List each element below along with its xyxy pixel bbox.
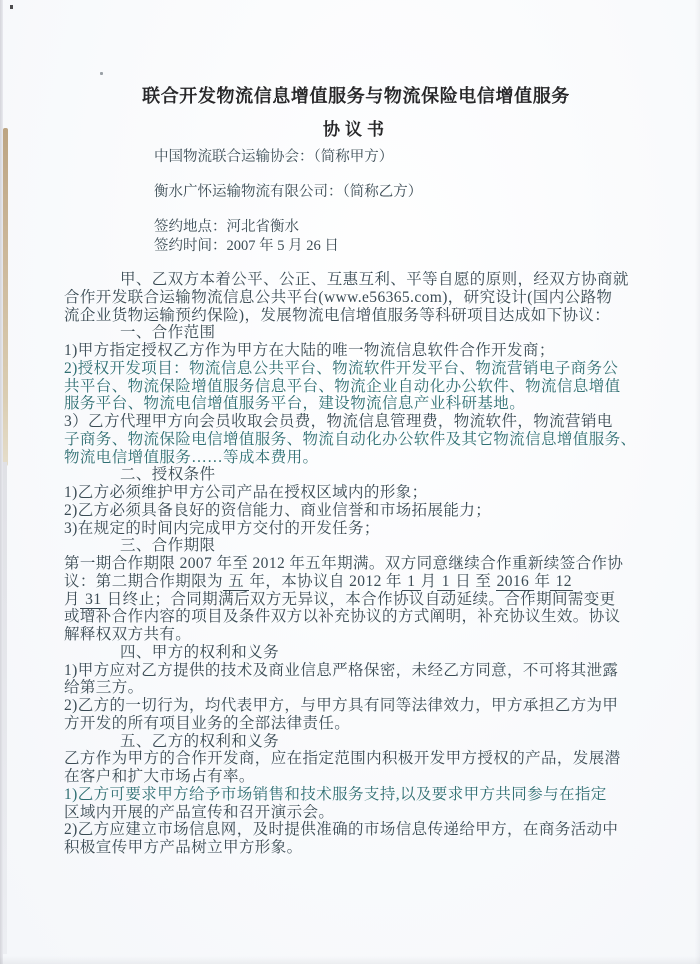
- text-segment: 子商务、物流保险电信增值服务、物流自动化办公软件及其它物流信息增值服务、: [64, 430, 637, 448]
- body-line: [64, 520, 648, 538]
- text-segment: 1)乙方必须维护甲方公司产品在授权区域内的形象；: [64, 484, 428, 501]
- text-segment: 在客户和扩大市场占有率。: [64, 768, 255, 785]
- text-segment: 区域内开展的产品宣传和召开演示会。: [64, 803, 335, 821]
- section-heading: [64, 537, 648, 555]
- document-subtitle: 协议书: [323, 120, 389, 139]
- text-segment: 或增补合作内容的项目及条件双方以补充协议的方式阐明，补充协议生效。协议: [64, 608, 621, 626]
- body-line: [64, 431, 648, 449]
- body-line: [64, 360, 648, 378]
- text-segment: 方开发的所有项目业务的全部法律责任。: [64, 714, 351, 732]
- body-line: [64, 378, 648, 396]
- text-segment: 三、合作期限: [120, 537, 216, 555]
- body-line: [64, 342, 648, 360]
- text-segment: 物流电信增值服务……等成本费用。: [64, 448, 319, 466]
- body-line: [64, 626, 648, 644]
- document-body: [64, 271, 648, 857]
- text-segment: 年: [534, 572, 551, 590]
- text-segment: 2)乙方必须具备良好的资信能力、商业信誉和市场拓展能力；: [64, 501, 492, 519]
- body-line: [64, 395, 648, 413]
- text-segment: 流企业货物运输预约保险)，发展物流电信增值服务等科研项目达成如下协议：: [64, 306, 611, 324]
- filled-blank-underlined: 1: [437, 572, 455, 590]
- body-line: [64, 289, 648, 307]
- text-segment: 积极宣传甲方产品树立甲方形象。: [64, 839, 303, 856]
- text-segment: 2)乙方应建立市场信息网，及时提供准确的市场信息传递给甲方，在商务活动中: [64, 821, 619, 839]
- text-segment: 1)乙方可要求甲方给予市场销售和技术服务支持,以及要求甲方共同参与在指定: [64, 785, 607, 803]
- body-line: [64, 679, 648, 697]
- filled-blank-underlined: 31: [80, 590, 106, 608]
- filled-blank-underlined: 12: [551, 572, 572, 590]
- body-line: [64, 839, 648, 857]
- text-segment: 2)乙方的一切行为，均代表甲方，与甲方具有同等法律效力，甲方承担乙方为甲: [64, 697, 619, 714]
- scan-speck: [10, 5, 13, 9]
- text-segment: 乙方作为甲方的合作开发商，应在指定范围内积极开发甲方授权的产品，发展潜: [64, 750, 621, 768]
- body-line: [64, 484, 648, 502]
- page-right-shadow: [695, 0, 700, 964]
- text-segment: 甲、乙双方本着公平、公正、互惠互利、平等自愿的原则，经双方协商就: [120, 271, 629, 288]
- binding-tape-artifact: [3, 128, 8, 466]
- text-segment: 五、乙方的权利和义务: [120, 732, 280, 750]
- text-segment: 第一期合作期限 2007 年至 2012 年五年期满。双方同意继续合作重新续签合作协: [64, 555, 624, 572]
- text-segment: 解释权双方共有。: [64, 626, 192, 643]
- body-line: [64, 804, 648, 822]
- document-content: [64, 84, 648, 857]
- text-segment: 一、合作范围: [120, 324, 216, 342]
- sign-place-line: 签约地点：河北省衡水: [154, 219, 299, 235]
- text-segment: 二、授权条件: [120, 466, 216, 484]
- text-segment: 合作开发联合运输物流信息公共平台(www.e56365.com)，研究设计(国内公路物: [64, 288, 613, 306]
- body-line: [64, 502, 648, 520]
- page-edge-artifact-lower: [3, 462, 7, 954]
- text-segment: 年，本协议自 2012 年: [249, 572, 402, 590]
- body-line: [64, 413, 648, 431]
- filled-blank-underlined: 1: [402, 572, 420, 590]
- text-segment: 日 至: [455, 572, 496, 590]
- filled-blank-underlined: 2016: [496, 572, 534, 590]
- filled-blank-underlined: 五: [224, 572, 249, 590]
- text-segment: 议：第二期合作期限为: [64, 572, 224, 590]
- text-segment: 给第三方。: [64, 679, 144, 697]
- text-segment: 3)在规定的时间内完成甲方交付的开发任务；: [64, 519, 380, 537]
- text-segment: 四、甲方的权利和义务: [120, 643, 280, 661]
- text-segment: 3）乙方代理甲方向会员收取会员费，物流信息管理费，物流软件，物流营销电: [64, 413, 613, 430]
- body-line: [64, 821, 648, 839]
- body-line: [64, 715, 648, 733]
- body-line: [64, 786, 648, 804]
- scan-speck: [100, 72, 103, 75]
- section-heading: [64, 733, 648, 751]
- sign-time-line: 签约时间：2007 年 5 月 26 日: [154, 238, 339, 254]
- text-segment: 日终止；合同期满后双方无异议，本合作协议自动延续。合作期间需变更: [106, 590, 616, 608]
- body-line: [64, 555, 648, 573]
- text-segment: 服务平台、物流电信增值服务平台，建设物流信息产业科研基地。: [64, 395, 526, 413]
- document-title: 联合开发物流信息增值服务与物流保险电信增值服务: [142, 86, 570, 106]
- body-line: [64, 271, 648, 289]
- section-heading: [64, 324, 648, 342]
- section-heading: [64, 644, 648, 662]
- body-line: [64, 697, 648, 715]
- section-heading: [64, 466, 648, 484]
- body-line: [64, 608, 648, 626]
- body-line: [64, 449, 648, 467]
- text-segment: 月: [64, 590, 80, 608]
- body-line: [64, 662, 648, 680]
- text-segment: 1)甲方应对乙方提供的技术及商业信息严格保密，未经乙方同意，不可将其泄露: [64, 661, 619, 679]
- party-a-line: 中国物流联合运输协会：（简称甲方）: [154, 149, 394, 165]
- text-segment: 共平台、物流保险增值服务信息平台、物流企业自动化办公软件、物流信息增值: [64, 377, 621, 395]
- text-segment: 1)甲方指定授权乙方作为甲方在大陆的唯一物流信息软件合作开发商；: [64, 342, 555, 359]
- text-segment: 2)授权开发项目：物流信息公共平台、物流软件开发平台、物流营销电子商务公: [64, 359, 619, 377]
- body-line: [64, 768, 648, 786]
- party-b-line: 衡水广怀运输物流有限公司：（简称乙方）: [154, 184, 423, 200]
- body-line: [64, 750, 648, 768]
- body-line: [64, 591, 648, 609]
- body-line: [64, 307, 648, 325]
- text-segment: 月: [420, 572, 437, 590]
- body-line: [64, 573, 648, 591]
- page-bottom-shadow: [0, 956, 700, 964]
